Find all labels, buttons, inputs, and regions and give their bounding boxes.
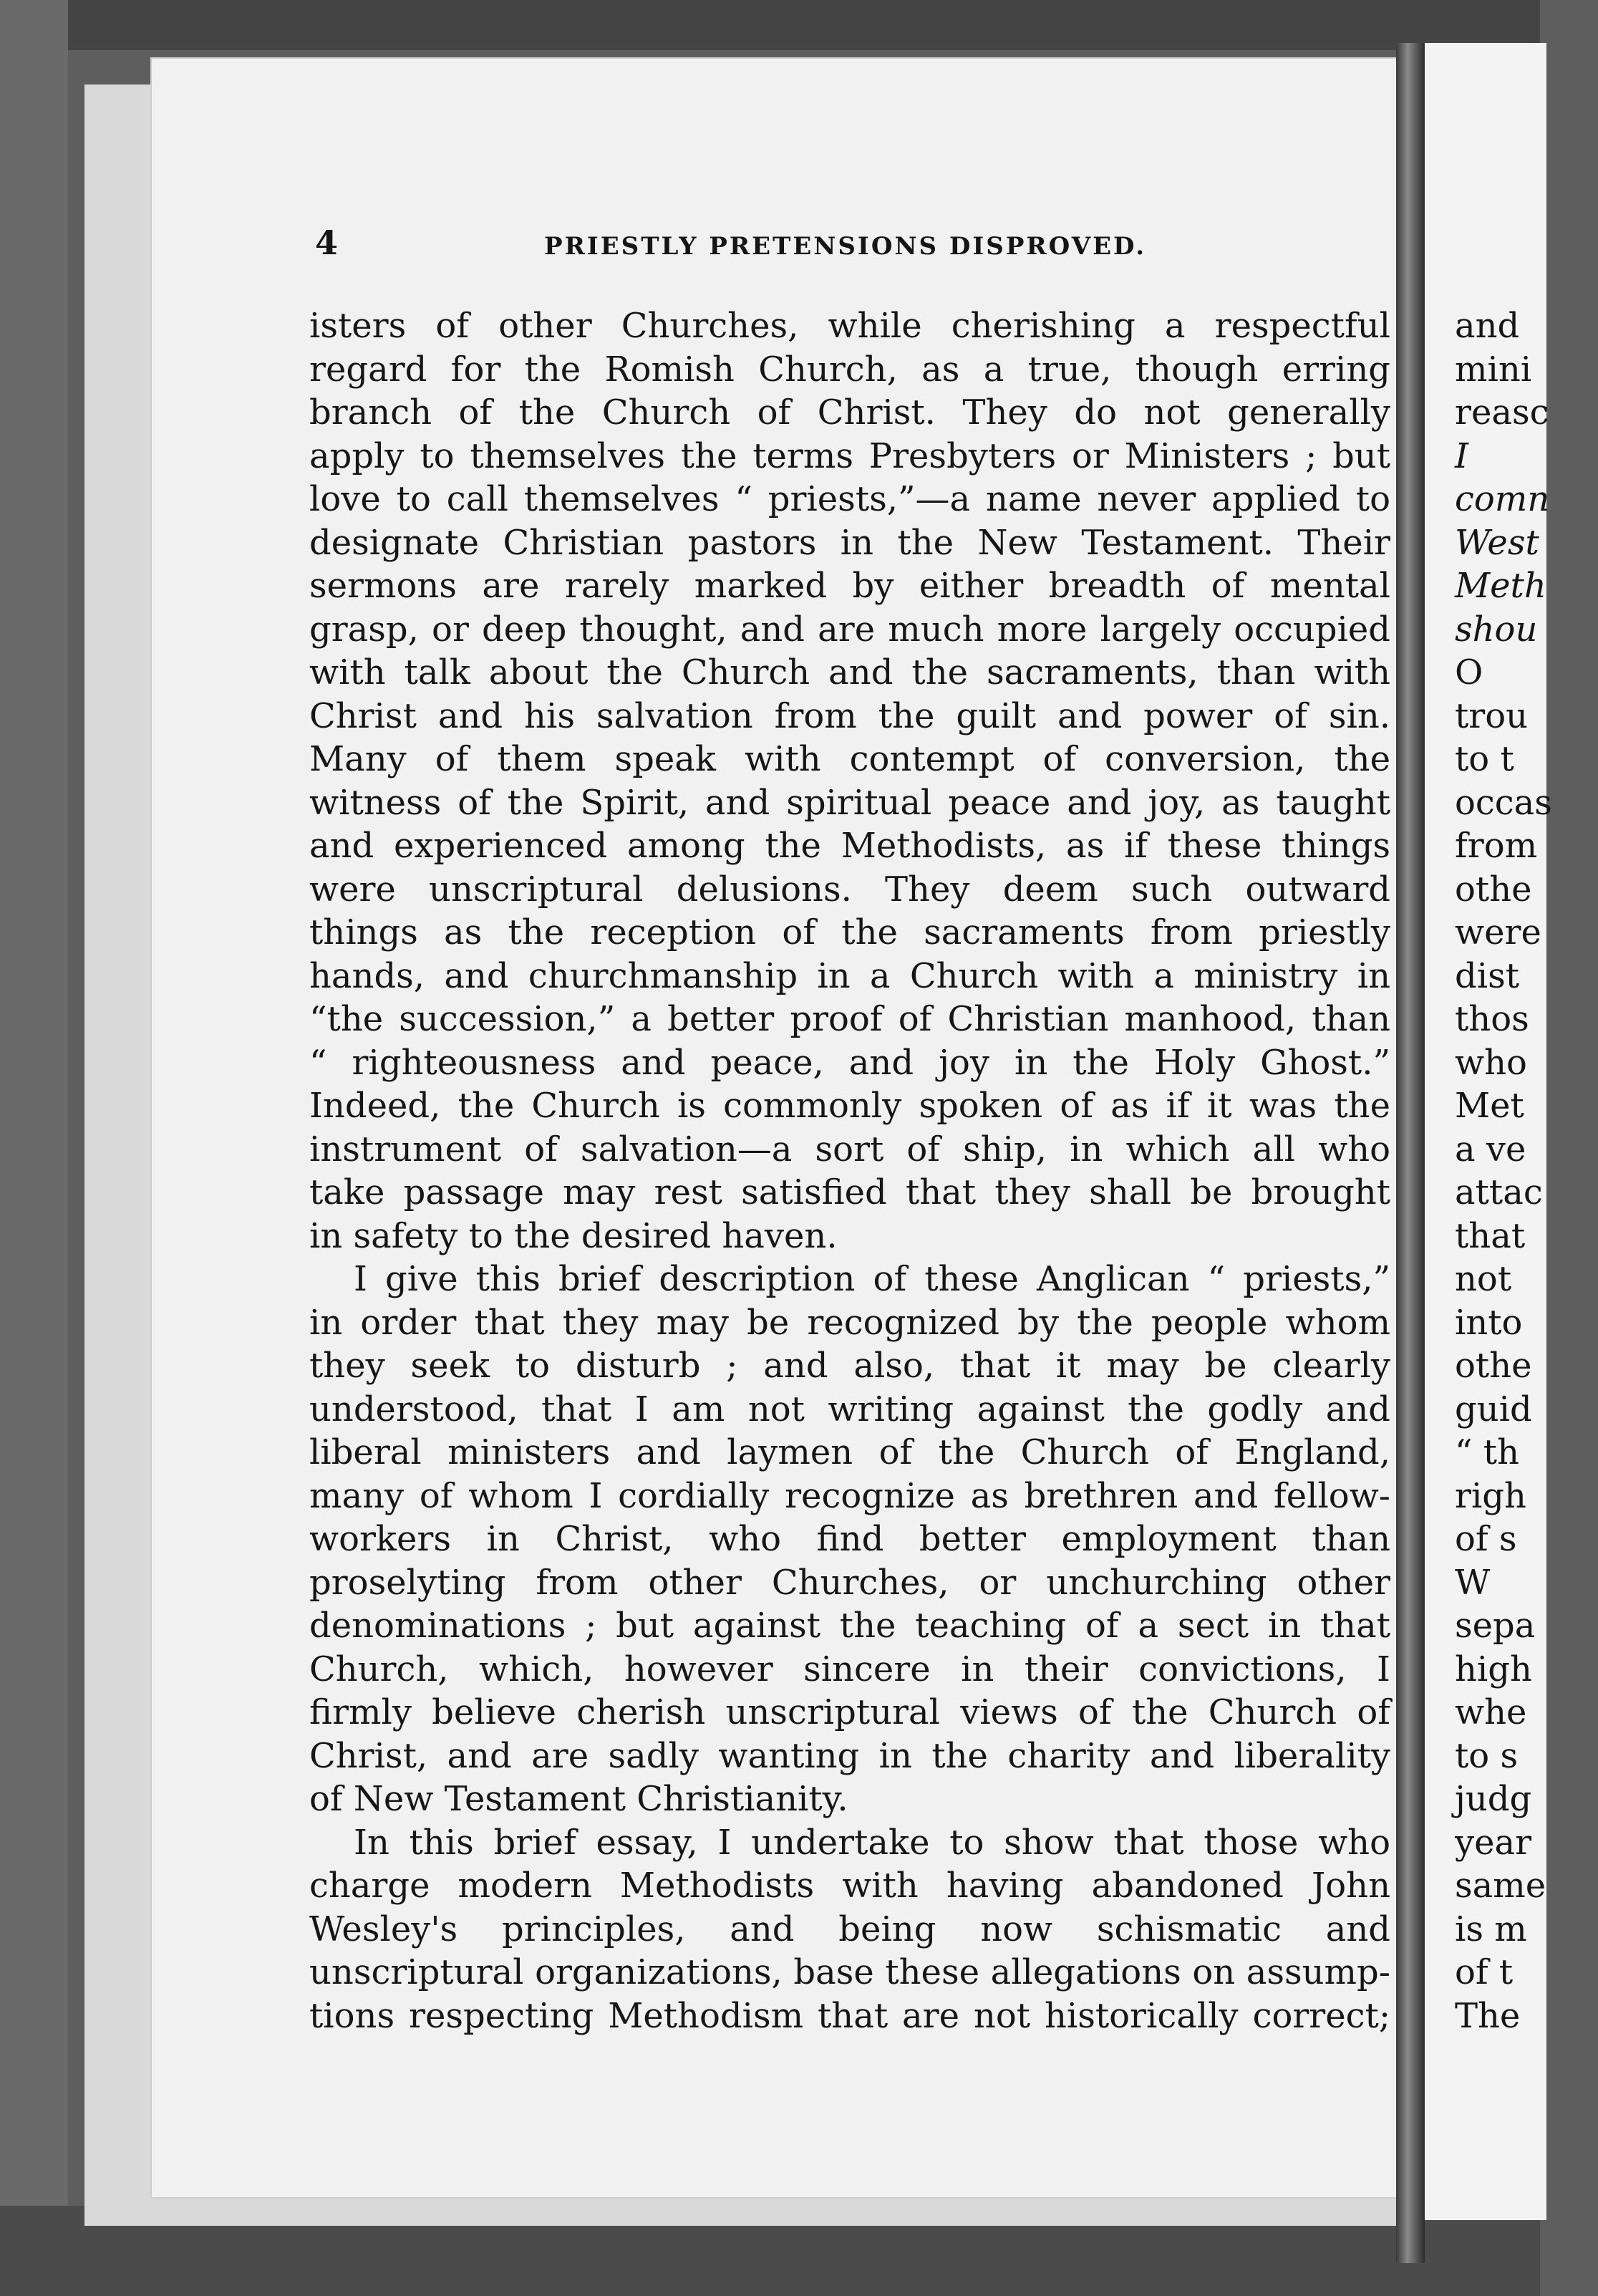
text-line: many of whom I cordially recognize as brethren and fellow- <box>309 1475 1390 1516</box>
text-line: witness of the Spirit, and spiritual peace and joy, as taught <box>309 782 1390 823</box>
text-line: instrument of salvation—a sort of ship, in which all who <box>309 1129 1390 1169</box>
facing-page-line: The <box>1455 1995 1521 2036</box>
text-line: firmly believe cherish unscriptural views of the Church of <box>309 1692 1390 1732</box>
text-line: Many of them speak with contempt of conversion, the <box>309 739 1390 779</box>
text-line: of New Testament Christianity. <box>309 1779 848 1819</box>
text-line: apply to themselves the terms Presbyters or Ministers ; but <box>309 435 1390 476</box>
text-line: tions respecting Methodism that are not historically correct; <box>309 1995 1390 2036</box>
facing-page-line: “ th <box>1455 1432 1519 1472</box>
facing-page-line: same <box>1455 1866 1546 1906</box>
text-line: isters of other Churches, while cherishing a respectful <box>309 306 1390 346</box>
facing-page-line: whe <box>1455 1692 1527 1732</box>
running-title: PRIESTLY PRETENSIONS DISPROVED. <box>544 232 1147 261</box>
facing-page-line: of t <box>1455 1952 1514 1992</box>
text-line: regard for the Romish Church, as a true, though erring <box>309 349 1390 390</box>
text-line: with talk about the Church and the sacraments, than with <box>309 652 1390 693</box>
facing-page-line: occas <box>1455 782 1552 823</box>
facing-page-line: Met <box>1455 1086 1524 1126</box>
text-line: Christ, and are sadly wanting in the charity and liberality <box>309 1735 1390 1776</box>
text-line: take passage may rest satisfied that they shall be brought <box>309 1172 1390 1212</box>
facing-page-line: othe <box>1455 869 1532 910</box>
facing-page-text <box>1455 304 1598 2037</box>
text-line: liberal ministers and laymen of the Church of England, <box>309 1432 1390 1472</box>
page-number: 4 <box>315 223 339 262</box>
facing-page-line: who <box>1455 1042 1527 1083</box>
facing-page-line: W <box>1455 1562 1491 1603</box>
text-line: denominations ; but against the teaching of a sect in that <box>309 1606 1390 1646</box>
text-line: branch of the Church of Christ. They do not generally <box>309 392 1390 433</box>
text-line: “ righteousness and peace, and joy in the Holy Ghost.” <box>309 1042 1390 1083</box>
text-line: workers in Christ, who find better employment than <box>309 1519 1390 1559</box>
facing-page-line: thos <box>1455 999 1529 1039</box>
facing-page-line: is m <box>1455 1909 1527 1949</box>
text-line: In this brief essay, I undertake to show that those who <box>354 1822 1390 1863</box>
running-head <box>315 223 1389 266</box>
facing-page-line: trou <box>1455 695 1529 736</box>
text-line: and experienced among the Methodists, as if these things <box>309 826 1390 866</box>
text-line: “the succession,” a better proof of Christian manhood, than <box>309 999 1390 1039</box>
facing-page-line: reasc <box>1455 392 1549 433</box>
facing-page-line: to s <box>1455 1735 1519 1776</box>
facing-page-line: that <box>1455 1215 1526 1256</box>
facing-page-line: were <box>1455 912 1541 952</box>
text-line: were unscriptural delusions. They deem such outward <box>309 869 1390 910</box>
facing-page-line: I <box>1455 435 1468 476</box>
text-line: love to call themselves “ priests,”—a name never applied to <box>309 479 1390 519</box>
facing-page-line: to t <box>1455 739 1514 779</box>
text-line: things as the reception of the sacraments from priestly <box>309 912 1390 952</box>
text-line: designate Christian pastors in the New Testament. Their <box>309 522 1390 563</box>
facing-page-line: from <box>1455 826 1538 866</box>
text-line: in order that they may be recognized by the people whom <box>309 1302 1390 1343</box>
facing-page-line: guid <box>1455 1389 1532 1429</box>
facing-page-line: Meth <box>1455 566 1546 606</box>
facing-page-line: West <box>1455 522 1539 563</box>
facing-page-line: othe <box>1455 1346 1532 1386</box>
text-line: grasp, or deep thought, and are much more largely occupied <box>309 609 1390 650</box>
facing-page-line: sepa <box>1455 1606 1536 1646</box>
facing-page-line: year <box>1455 1822 1532 1863</box>
text-line: proselyting from other Churches, or unchurching other <box>309 1562 1390 1603</box>
body-text <box>309 304 1390 2037</box>
facing-page-line: righ <box>1455 1475 1526 1516</box>
text-line: Wesley's principles, and being now schismatic and <box>309 1909 1390 1949</box>
facing-page-line: high <box>1455 1649 1532 1689</box>
scan-backdrop-top <box>0 0 1540 50</box>
facing-page-line: mini <box>1455 349 1532 390</box>
facing-page-line: judg <box>1455 1779 1532 1819</box>
text-line: understood, that I am not writing against the godly and <box>309 1389 1390 1429</box>
facing-page-line: of s <box>1455 1519 1517 1559</box>
text-line: I give this brief description of these Anglican “ priests,” <box>354 1259 1390 1299</box>
text-line: sermons are rarely marked by either breadth of mental <box>309 566 1390 606</box>
text-line: they seek to disturb ; and also, that it may be clearly <box>309 1346 1390 1386</box>
text-line: hands, and churchmanship in a Church with a ministry in <box>309 955 1390 996</box>
facing-page-line: comn <box>1455 479 1550 519</box>
text-line: charge modern Methodists with having abandoned John <box>309 1866 1390 1906</box>
text-line: Indeed, the Church is commonly spoken of as if it was the <box>309 1086 1390 1126</box>
facing-page-line: into <box>1455 1302 1523 1343</box>
facing-page-line: dist <box>1455 955 1519 996</box>
facing-page-line: and <box>1455 306 1520 346</box>
text-line: Church, which, however sincere in their convictions, I <box>309 1649 1390 1689</box>
text-line: Christ and his salvation from the guilt and power of sin. <box>309 695 1390 736</box>
facing-page-fragment <box>1425 43 1552 2220</box>
text-line: in safety to the desired haven. <box>309 1215 838 1256</box>
facing-page-line: O <box>1455 652 1483 693</box>
facing-page-line: not <box>1455 1259 1512 1299</box>
facing-page-line: a ve <box>1455 1129 1526 1169</box>
book-spine <box>1396 43 1425 2263</box>
facing-page-line: shou <box>1455 609 1538 650</box>
text-line: unscriptural organizations, base these allegations on assump- <box>309 1952 1390 1992</box>
facing-page-line: attac <box>1455 1172 1543 1212</box>
scan-backdrop-left <box>0 0 68 2296</box>
